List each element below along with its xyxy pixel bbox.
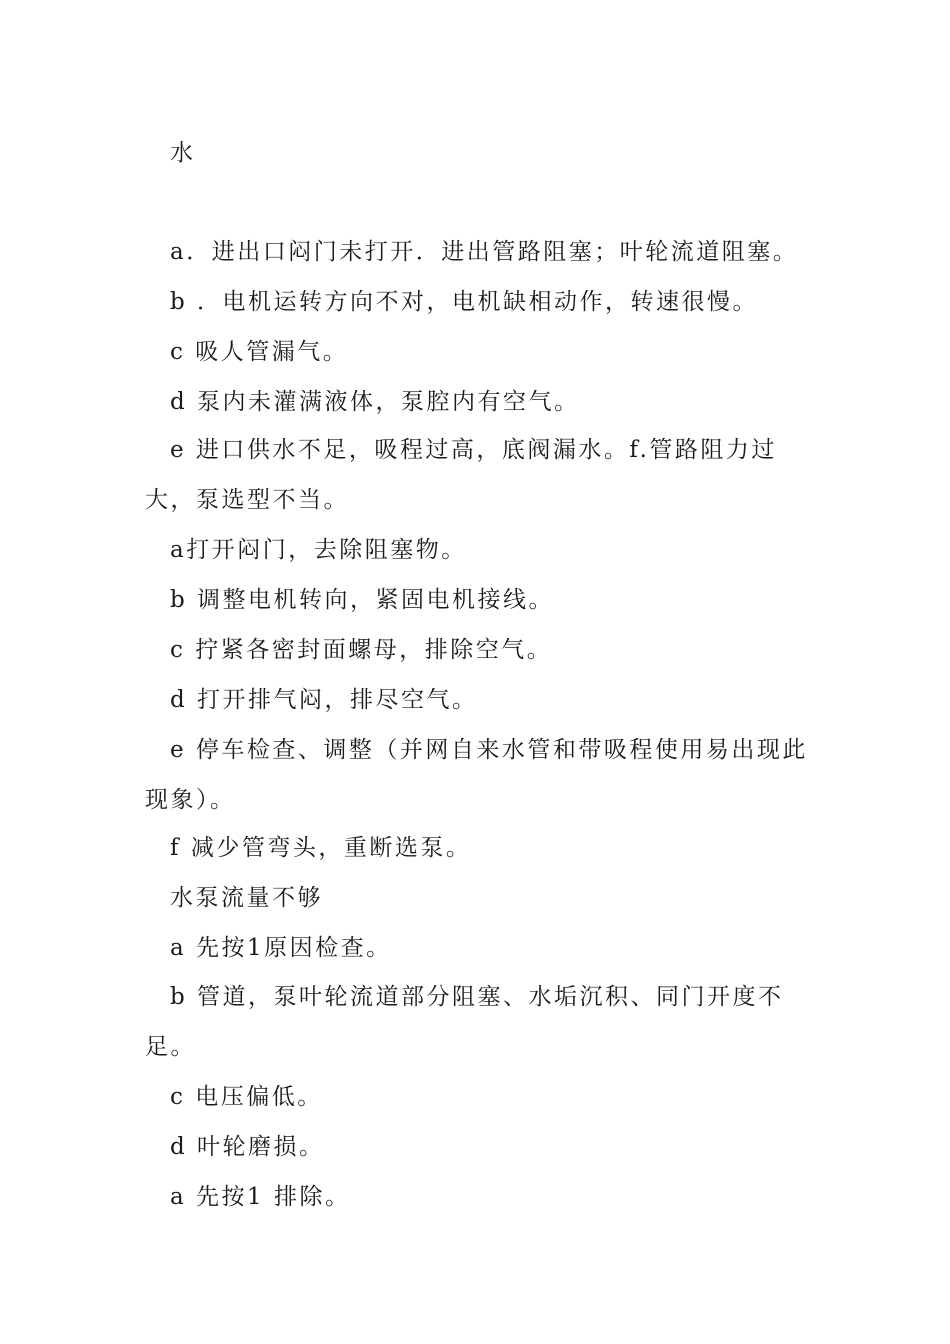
paragraph-5: e 进口供水不足，吸程过高，底阀漏水。f.管路阻力过大，泵选型不当。 (145, 437, 777, 513)
paragraph-13: b 管道，泵叶轮流道部分阻塞、水垢沉积、同门开度不足。 (145, 984, 784, 1060)
paragraph-4: d 泵内未灌满液体，泵腔内有空气。 (170, 389, 580, 415)
paragraph-11: f 减少管弯头，重断选泵。 (170, 835, 472, 861)
paragraph-9: d 打开排气闷，排尽空气。 (170, 687, 478, 713)
paragraph-2: b ．电机运转方向不对，电机缺相动作，转速很慢。 (170, 289, 759, 315)
paragraph-14: c 电压偏低。 (170, 1084, 323, 1110)
paragraph-16: a 先按1 排除。 (170, 1184, 351, 1210)
document-heading: 水 (170, 140, 196, 166)
paragraph-3: c 吸人管漏气。 (170, 339, 349, 365)
paragraph-15: d 叶轮磨损。 (170, 1134, 325, 1160)
section-heading-flow: 水泵流量不够 (170, 885, 323, 911)
paragraph-8: c 拧紧各密封面螺母，排除空气。 (170, 637, 553, 663)
paragraph-6: a打开闷门，去除阻塞物。 (170, 537, 467, 563)
paragraph-12: a 先按1原因检查。 (170, 935, 392, 961)
paragraph-1: a．进出口闷门未打开．进出管路阻塞；叶轮流道阻塞。 (170, 239, 799, 265)
paragraph-7: b 调整电机转向，紧固电机接线。 (170, 587, 555, 613)
paragraph-10: e 停车检查、调整（并网自来水管和带吸程使用易出现此现象）。 (145, 737, 808, 813)
